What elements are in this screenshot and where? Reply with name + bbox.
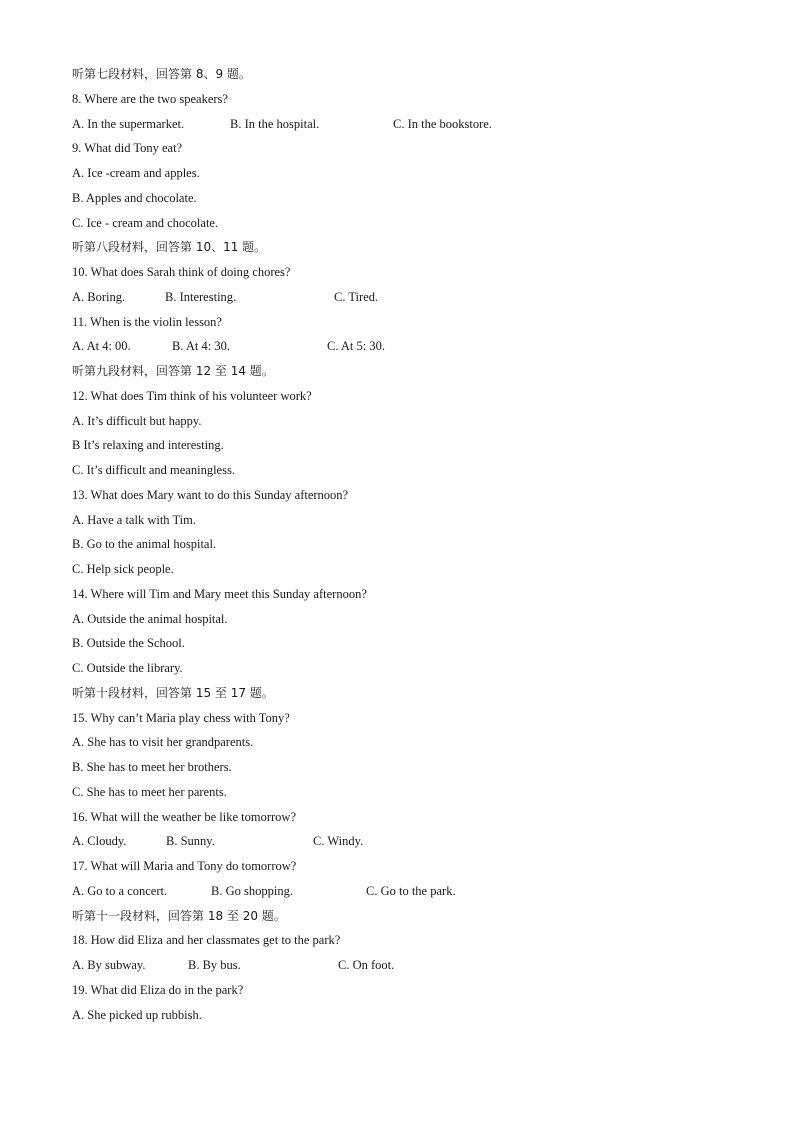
option-a: A. Ice -cream and apples. — [72, 166, 200, 180]
option-a: A. Boring. — [72, 289, 126, 304]
option-a: A. Go to a concert. — [72, 883, 168, 898]
section-heading: 听第十段材料，回答第 15 至 17 题。 — [72, 685, 274, 700]
option-c: C. Ice - cream and chocolate. — [72, 215, 219, 230]
question-14: 14. Where will Tim and Mary meet this Sunday afternoon? — [72, 586, 367, 601]
options-row — [72, 953, 752, 978]
option-c: C. In the bookstore. — [393, 116, 492, 131]
document-page — [72, 62, 752, 1027]
question-12: 12. What does Tim think of his volunteer work? — [72, 388, 312, 403]
option-c: C. It’s difficult and meaningless. — [72, 463, 235, 477]
option-c: C. At 5: 30. — [327, 339, 385, 354]
question-13: 13. What does Mary want to do this Sunday afternoon? — [72, 487, 349, 502]
option-a: A. In the supermarket. — [72, 116, 185, 131]
option-b: B. Apples and chocolate. — [72, 190, 197, 205]
option-b: B. Sunny. — [166, 834, 215, 849]
options-row — [72, 829, 752, 854]
question-10: 10. What does Sarah think of doing chores? — [72, 265, 291, 279]
option-a: A. Outside the animal hospital. — [72, 611, 228, 626]
option-b: B. By bus. — [188, 958, 241, 972]
option-a: A. She has to visit her grandparents. — [72, 735, 254, 750]
section-heading: 听第八段材料，回答第 10、11 题。 — [72, 240, 267, 255]
section-heading: 听第七段材料，回答第 8、9 题。 — [72, 67, 251, 81]
option-b: B. She has to meet her brothers. — [72, 760, 232, 774]
question-17: 17. What will Maria and Tony do tomorrow? — [72, 859, 297, 873]
option-a: A. Cloudy. — [72, 834, 127, 849]
question-18: 18. How did Eliza and her classmates get to the park? — [72, 933, 341, 948]
options-row — [72, 879, 752, 904]
question-19: 19. What did Eliza do in the park? — [72, 982, 244, 997]
option-c: C. Outside the library. — [72, 661, 183, 675]
option-c: C. She has to meet her parents. — [72, 784, 227, 799]
option-c: C. On foot. — [338, 958, 395, 972]
option-c: C. Go to the park. — [366, 883, 456, 898]
option-b: B. Interesting. — [165, 289, 237, 304]
option-c: C. Help sick people. — [72, 562, 174, 576]
option-b: B. At 4: 30. — [172, 339, 230, 354]
question-15: 15. Why can’t Maria play chess with Tony? — [72, 710, 290, 725]
option-c: C. Windy. — [313, 834, 364, 849]
section-heading: 听第十一段材料，回答第 18 至 20 题。 — [72, 908, 286, 923]
question-8: 8. Where are the two speakers? — [72, 91, 228, 106]
option-a: A. By subway. — [72, 958, 146, 972]
options-row — [72, 285, 752, 310]
question-9: 9. What did Tony eat? — [72, 141, 183, 156]
option-a: A. Have a talk with Tim. — [72, 512, 196, 527]
option-b: B It’s relaxing and interesting. — [72, 438, 224, 453]
option-b: B. Outside the School. — [72, 636, 185, 651]
options-row — [72, 112, 752, 137]
section-heading: 听第九段材料，回答第 12 至 14 题。 — [72, 364, 274, 378]
option-a: A. At 4: 00. — [72, 339, 131, 354]
option-b: B. Go shopping. — [211, 883, 293, 898]
option-b: B. Go to the animal hospital. — [72, 537, 217, 552]
question-16: 16. What will the weather be like tomorrow? — [72, 809, 297, 824]
option-c: C. Tired. — [334, 289, 379, 304]
option-b: B. In the hospital. — [230, 116, 320, 131]
option-a: A. It’s difficult but happy. — [72, 413, 202, 428]
option-a: A. She picked up rubbish. — [72, 1007, 202, 1022]
question-11: 11. When is the violin lesson? — [72, 314, 222, 329]
options-row — [72, 334, 752, 359]
